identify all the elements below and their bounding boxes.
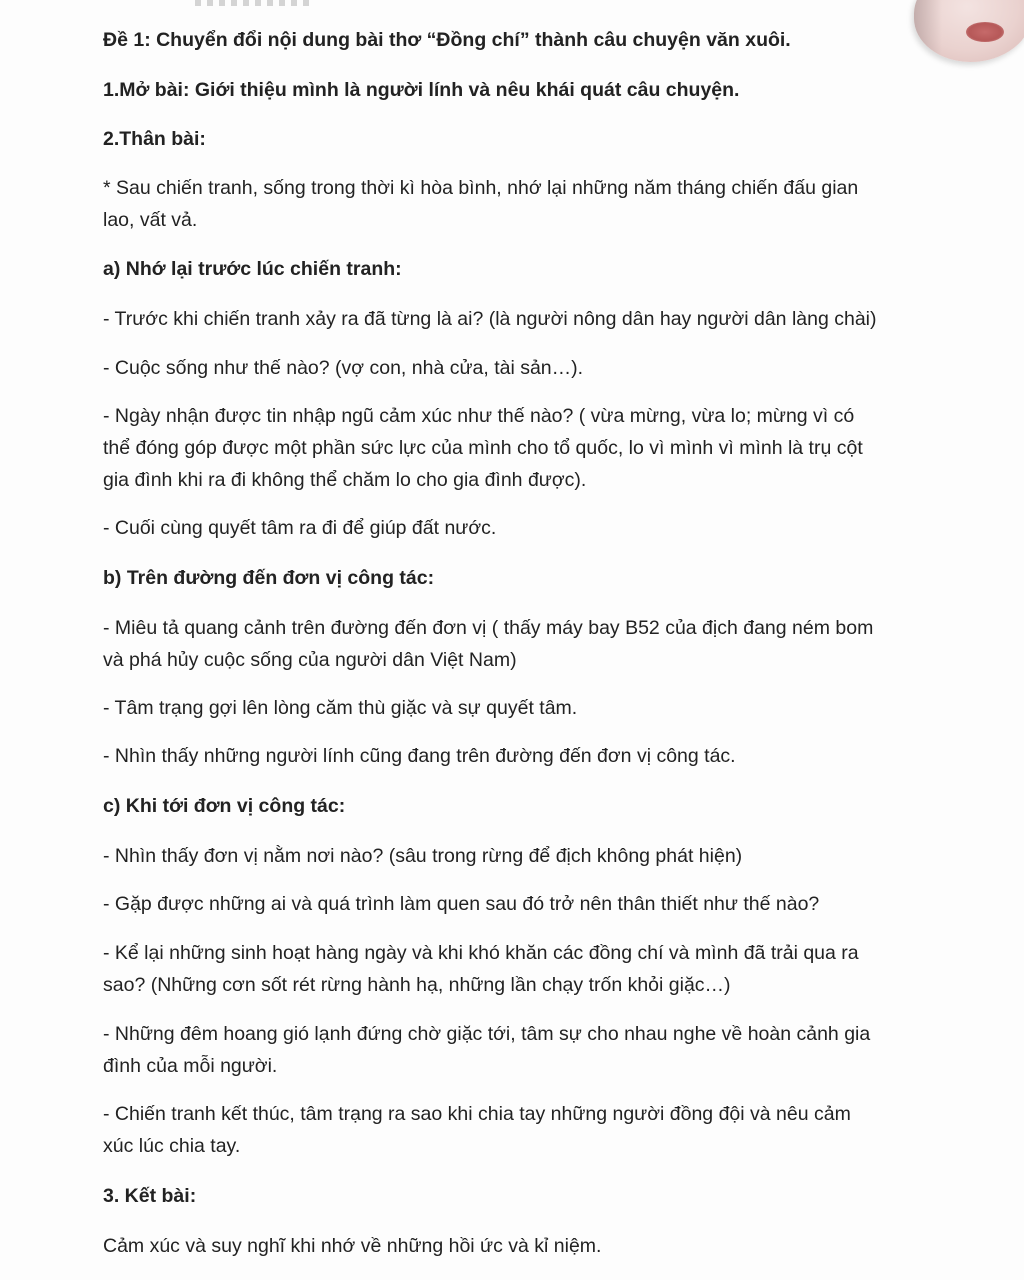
section-c-item-2: - Gặp được những ai và quá trình làm quen sau đó trở nên thân thiết như thế nào? <box>103 893 820 915</box>
section-b-item-2: - Tâm trạng gợi lên lòng căm thù giặc và sự quyết tâm. <box>103 697 578 719</box>
section-b-item-3: - Nhìn thấy những người lính cũng đang trên đường đến đơn vị công tác. <box>103 745 736 767</box>
section-c-item-4-line-1: - Những đêm hoang gió lạnh đứng chờ giặc tới, tâm sự cho nhau nghe về hoàn cảnh gia <box>103 1023 871 1045</box>
section-a-item-3-line-3: gia đình khi ra đi không thể chăm lo cho gia đình được). <box>103 469 587 491</box>
than-bai-intro-line-2: lao, vất vả. <box>103 209 198 231</box>
section-a-item-2: - Cuộc sống như thế nào? (vợ con, nhà cửa, tài sản…). <box>103 357 584 379</box>
section-c-item-5-line-2: xúc lúc chia tay. <box>103 1135 241 1157</box>
section-b-item-1-line-2: và phá hủy cuộc sống của người dân Việt Nam) <box>103 649 517 671</box>
section-a-item-3-line-1: - Ngày nhận được tin nhập ngũ cảm xúc như thế nào? ( vừa mừng, vừa lo; mừng vì có <box>103 405 855 427</box>
section-a-heading: a) Nhớ lại trước lúc chiến tranh: <box>103 258 402 280</box>
section-c-item-5-line-1: - Chiến tranh kết thúc, tâm trạng ra sao khi chia tay những người đồng đội và nêu cảm <box>103 1103 851 1125</box>
ket-bai-text: Cảm xúc và suy nghĩ khi nhớ về những hồi ức và kỉ niệm. <box>103 1235 602 1257</box>
section-c-item-4-line-2: đình của mỗi người. <box>103 1055 278 1077</box>
section-a-item-1: - Trước khi chiến tranh xảy ra đã từng là ai? (là người nông dân hay người dân làng chài) <box>103 308 877 330</box>
ket-bai-heading: 3. Kết bài: <box>103 1185 197 1207</box>
mo-bai-line: 1.Mở bài: Giới thiệu mình là người lính và nêu khái quát câu chuyện. <box>103 79 740 101</box>
section-a-item-3-line-2: thể đóng góp được một phần sức lực của mình cho tổ quốc, lo vì mình vì mình là trụ cột <box>103 437 863 459</box>
document-title: Đề 1: Chuyển đổi nội dung bài thơ “Đồng chí” thành câu chuyện văn xuôi. <box>103 29 791 51</box>
section-c-item-3-line-2: sao? (Những cơn sốt rét rừng hành hạ, những lần chạy trốn khỏi giặc…) <box>103 974 731 996</box>
avatar-shadow <box>914 0 942 62</box>
section-b-heading: b) Trên đường đến đơn vị công tác: <box>103 567 435 589</box>
top-edge-artifact <box>195 0 315 6</box>
section-a-item-4: - Cuối cùng quyết tâm ra đi để giúp đất nước. <box>103 517 497 539</box>
section-b-item-1-line-1: - Miêu tả quang cảnh trên đường đến đơn vị ( thấy máy bay B52 của địch đang ném bom <box>103 617 874 639</box>
section-c-heading: c) Khi tới đơn vị công tác: <box>103 795 346 817</box>
than-bai-intro-line-1: * Sau chiến tranh, sống trong thời kì hòa bình, nhớ lại những năm tháng chiến đấu gian <box>103 177 859 199</box>
than-bai-heading: 2.Thân bài: <box>103 128 206 150</box>
section-c-item-3-line-1: - Kể lại những sinh hoạt hàng ngày và khi khó khăn các đồng chí và mình đã trải qua ra <box>103 942 859 964</box>
section-c-item-1: - Nhìn thấy đơn vị nằm nơi nào? (sâu trong rừng để địch không phát hiện) <box>103 845 743 867</box>
avatar-lips <box>966 22 1004 42</box>
avatar <box>914 0 1024 62</box>
